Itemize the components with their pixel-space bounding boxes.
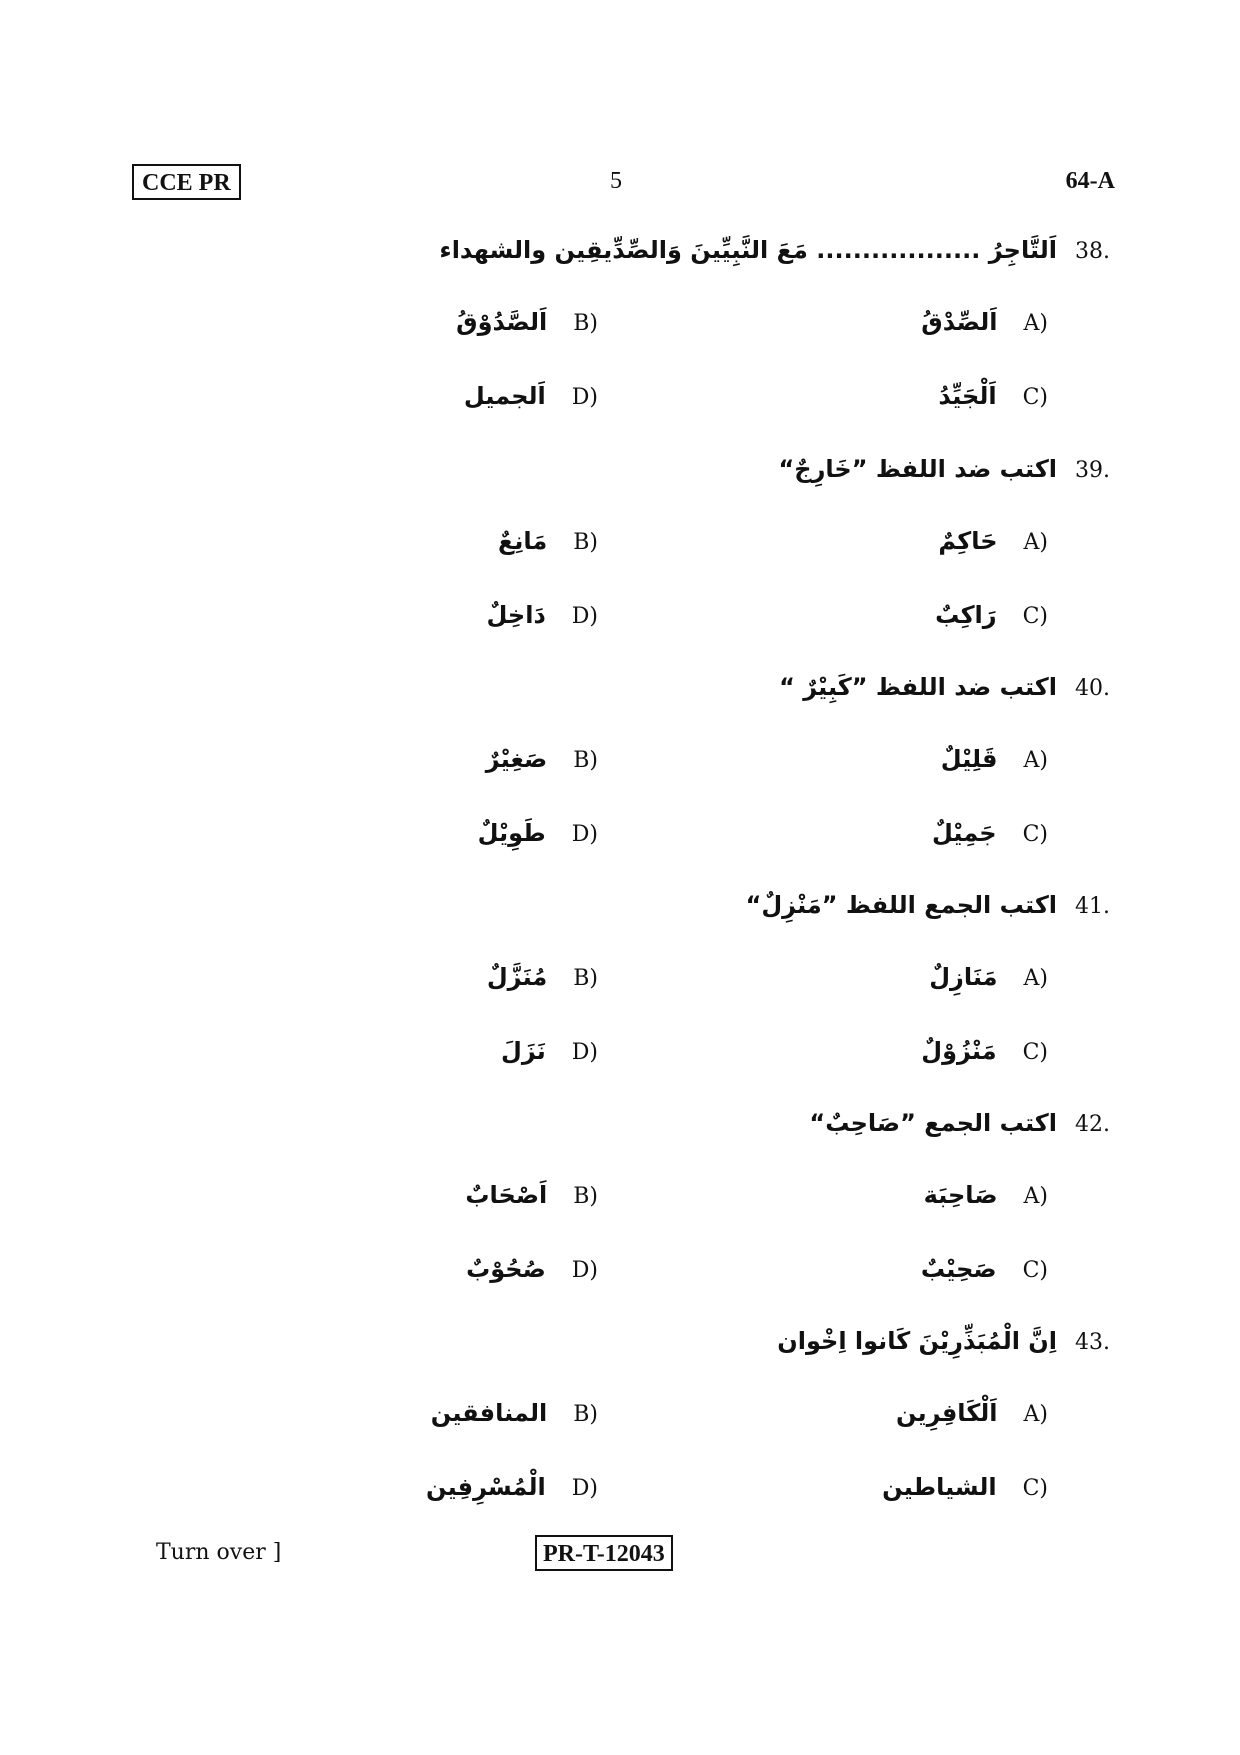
option-d (464, 382, 598, 410)
option-label: C) (1022, 604, 1048, 629)
option-text: مَانِعٌ (497, 527, 548, 555)
option-text: قَلِيْلٌ (940, 745, 998, 773)
question-line (779, 673, 1110, 701)
question-text: اِنَّ الْمُبَذِّرِيْنَ كَانوا اِخْوان (777, 1327, 1057, 1355)
option-a (921, 308, 1048, 336)
question-text: اكتب ضد اللفظ ”كَبِيْرٌ “ (779, 673, 1057, 701)
header-code-box: CCE PR (132, 164, 241, 200)
option-label: D) (571, 1476, 598, 1501)
question-number: 38. (1075, 239, 1110, 264)
option-text: مَنَازِلٌ (929, 963, 998, 991)
option-text: حَاكِمٌ (938, 527, 998, 555)
option-label: D) (571, 822, 598, 847)
option-text: اَلصِّدْقُ (921, 308, 998, 336)
option-label: D) (571, 1040, 598, 1065)
option-text: الْمُسْرِفِين (425, 1473, 546, 1501)
option-label: B) (573, 966, 598, 991)
option-text: صَغِيْرٌ (485, 745, 548, 773)
option-label: A) (1023, 530, 1048, 555)
question-number: 43. (1075, 1330, 1110, 1355)
option-text: جَمِيْلٌ (931, 819, 997, 847)
option-a (896, 1399, 1048, 1427)
page-number: 5 (610, 168, 622, 194)
option-text: اَلْكَافِرِين (896, 1399, 998, 1427)
option-label: D) (571, 604, 598, 629)
option-d (426, 1473, 598, 1501)
option-text: صُحُوْبٌ (466, 1255, 546, 1283)
option-c (882, 1473, 1048, 1501)
option-label: D) (571, 385, 598, 410)
question-number: 42. (1075, 1112, 1110, 1137)
option-c (935, 601, 1048, 629)
option-a (941, 745, 1048, 773)
option-label: B) (573, 311, 598, 336)
option-text: اَصْحَابٌ (465, 1181, 548, 1209)
option-text: صَاحِبَة (923, 1181, 998, 1209)
option-c (921, 1037, 1048, 1065)
option-c (938, 382, 1048, 410)
question-text: اكتب الجمع اللفظ ”مَنْزِلٌ“ (745, 891, 1057, 919)
option-label: B) (573, 1184, 598, 1209)
question-line (777, 1327, 1110, 1355)
option-label: B) (573, 748, 598, 773)
option-text: رَاكِبٌ (935, 601, 997, 629)
question-line (439, 236, 1110, 264)
option-label: B) (573, 530, 598, 555)
option-a (929, 963, 1048, 991)
option-b (431, 1399, 598, 1427)
option-c (932, 819, 1048, 847)
question-line (809, 1109, 1110, 1137)
option-b (498, 527, 598, 555)
option-text: الشياطين (882, 1473, 997, 1501)
option-b (487, 963, 598, 991)
question-line (779, 455, 1110, 483)
option-d (501, 1037, 598, 1065)
paper-code: 64-A (1065, 168, 1115, 194)
option-label: C) (1022, 1476, 1048, 1501)
option-b (465, 1181, 598, 1209)
option-b (486, 745, 598, 773)
option-label: A) (1023, 311, 1048, 336)
question-line (746, 891, 1110, 919)
option-label: A) (1023, 748, 1048, 773)
footer-code-box: PR-T-12043 (535, 1535, 673, 1571)
option-text: صَحِيْبٌ (920, 1255, 997, 1283)
option-d (487, 601, 599, 629)
question-number: 40. (1075, 676, 1110, 701)
option-label: A) (1023, 966, 1048, 991)
option-text: نَزَلَ (501, 1037, 546, 1065)
option-text: اَلصَّدُوْقُ (456, 308, 548, 336)
option-text: مُنَزَّلٌ (486, 963, 548, 991)
option-label: C) (1022, 385, 1048, 410)
option-label: C) (1022, 1040, 1048, 1065)
option-label: C) (1022, 822, 1048, 847)
option-text: دَاخِلٌ (486, 601, 546, 629)
option-d (478, 819, 598, 847)
option-label: A) (1023, 1402, 1048, 1427)
option-label: A) (1023, 1184, 1048, 1209)
option-text: اَلْجَيِّدُ (938, 382, 997, 410)
option-label: B) (573, 1402, 598, 1427)
question-text: اكتب الجمع ”صَاحِبٌ“ (809, 1109, 1057, 1137)
option-label: C) (1022, 1258, 1048, 1283)
option-text: طَوِيْلٌ (477, 819, 546, 847)
question-number: 41. (1075, 894, 1110, 919)
option-d (466, 1255, 598, 1283)
question-text: اَلتَّاجِرُ .................. مَعَ النَّبِيِّينَ وَالصِّدِّيقِين والشهداء (439, 236, 1057, 264)
option-b (456, 308, 598, 336)
option-text: اَلجميل (463, 382, 546, 410)
option-label: D) (571, 1258, 598, 1283)
question-number: 39. (1075, 458, 1110, 483)
option-a (924, 1181, 1048, 1209)
option-c (921, 1255, 1048, 1283)
option-text: المنافقين (430, 1399, 548, 1427)
option-a (938, 527, 1048, 555)
question-text: اكتب ضد اللفظ ”خَارِجٌ“ (778, 455, 1057, 483)
option-text: مَنْزُوْلٌ (921, 1037, 997, 1065)
turn-over-note: Turn over ] (156, 1540, 282, 1565)
